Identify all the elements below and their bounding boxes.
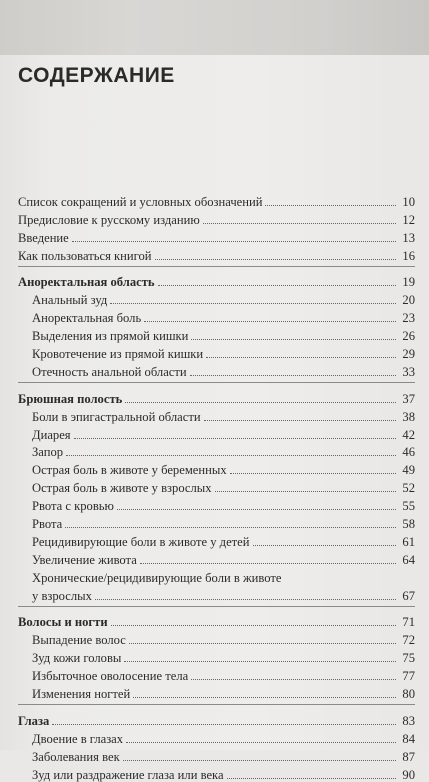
dot-leader — [158, 285, 396, 286]
toc-entry-page: 58 — [402, 517, 415, 532]
toc-entry-label: Кровотечение из прямой кишки — [32, 347, 204, 362]
toc-entry — [18, 728, 415, 746]
toc-entry-page: 72 — [402, 633, 415, 648]
toc-entry — [18, 191, 415, 209]
toc-entry-page: 12 — [402, 212, 415, 227]
toc-entry-page: 42 — [402, 427, 415, 442]
toc-entry-label: Как пользоваться книгой — [18, 248, 152, 263]
toc-section-page: 71 — [402, 615, 415, 630]
dot-leader — [191, 679, 396, 680]
toc-entry-page: 26 — [402, 329, 415, 344]
dot-leader — [124, 661, 396, 662]
toc-entry-label: Боли в эпигастральной области — [32, 409, 201, 424]
dot-leader — [140, 563, 396, 564]
toc-entry-label-cont: у взрослых — [32, 588, 92, 603]
toc-entry-label: Список сокращений и условных обозначений — [18, 194, 263, 209]
toc-section-page: 19 — [402, 275, 415, 290]
toc-entry-label: Двоение в глазах — [32, 731, 124, 746]
toc-entry-label: Аноректальная боль — [32, 311, 142, 326]
toc-entry-page: 64 — [402, 552, 415, 567]
dot-leader — [203, 223, 396, 224]
toc-entry-page: 49 — [402, 463, 415, 478]
toc-entry-page: 13 — [402, 230, 415, 245]
toc-section-title: Аноректальная область — [18, 275, 155, 290]
dot-leader — [110, 303, 396, 304]
toc-entry-label: Отечность анальной области — [32, 364, 187, 379]
toc-entry — [18, 531, 415, 549]
toc-entry-page: 84 — [402, 731, 415, 746]
toc-entry-label: Заболевания век — [32, 749, 120, 764]
dot-leader — [144, 321, 396, 322]
toc-entry-page: 55 — [402, 499, 415, 514]
toc-entry-label: Избыточное оволосение тела — [32, 669, 189, 684]
toc-entry-label: Предисловие к русскому изданию — [18, 212, 200, 227]
toc-entry-label: Введение — [18, 230, 69, 245]
toc-entry-page: 67 — [402, 588, 415, 603]
dot-leader — [265, 205, 396, 206]
toc-entry-page: 16 — [402, 248, 415, 263]
toc-section-heading — [18, 710, 415, 728]
dot-leader — [111, 625, 396, 626]
dot-leader — [74, 438, 396, 439]
toc-entry — [18, 665, 415, 683]
toc-entry-page: 10 — [402, 194, 415, 209]
dot-leader — [123, 760, 396, 761]
dot-leader — [66, 455, 396, 456]
dot-leader — [253, 545, 396, 546]
toc-entry-page: 38 — [402, 409, 415, 424]
toc-section-title: Глаза — [18, 713, 50, 728]
toc-entry-label: Рвота с кровью — [32, 499, 114, 514]
toc-entry — [18, 477, 415, 495]
page-title: СОДЕРЖАНИЕ — [18, 64, 175, 87]
toc-entry — [18, 289, 415, 307]
dot-leader — [206, 357, 396, 358]
dot-leader — [95, 599, 396, 600]
toc-entry — [18, 629, 415, 647]
toc-entry-page: 23 — [402, 311, 415, 326]
dot-leader — [204, 420, 396, 421]
toc-entry — [18, 343, 415, 361]
toc-entry — [18, 513, 415, 531]
toc-entry-page: 33 — [402, 364, 415, 379]
toc-entry — [18, 495, 415, 513]
toc-section-page: 37 — [402, 391, 415, 406]
toc-entry-label: Зуд кожи головы — [32, 651, 122, 666]
toc-entry-page: 87 — [402, 749, 415, 764]
toc-entry — [18, 683, 415, 701]
toc-entry-page: 90 — [402, 767, 415, 782]
dot-leader — [72, 241, 396, 242]
toc-entry-continuation — [18, 585, 415, 603]
toc-entry-label: Диарея — [32, 427, 71, 442]
toc-entry — [18, 442, 415, 460]
toc-entry — [18, 209, 415, 227]
toc-entry-page: 46 — [402, 445, 415, 460]
toc-entry-label: Рецидивирующие боли в животе у детей — [32, 534, 250, 549]
toc-entry — [18, 245, 415, 263]
toc-entry-page: 75 — [402, 651, 415, 666]
toc-entry — [18, 361, 415, 379]
toc-section-title: Брюшная полость — [18, 391, 123, 406]
section-divider — [18, 382, 415, 383]
dot-leader — [52, 724, 396, 725]
dot-leader — [125, 402, 396, 403]
toc-entry-multiline — [18, 567, 415, 603]
toc-entry-label: Выделения из прямой кишки — [32, 329, 189, 344]
toc-entry — [18, 647, 415, 665]
section-divider — [18, 266, 415, 267]
toc-entry-label: Выпадение волос — [32, 633, 126, 648]
toc-entry-label: Запор — [32, 445, 64, 460]
toc-entry-label: Анальный зуд — [32, 293, 108, 308]
toc-entry-label: Острая боль в животе у беременных — [32, 463, 227, 478]
toc-entry-label: Острая боль в животе у взрослых — [32, 481, 212, 496]
dot-leader — [129, 643, 396, 644]
section-divider — [18, 704, 415, 705]
toc-entry-label: Изменения ногтей — [32, 687, 131, 702]
section-divider — [18, 606, 415, 607]
dot-leader — [230, 473, 396, 474]
toc-entry-label: Зуд или раздражение глаза или века — [32, 767, 224, 782]
toc-entry — [18, 406, 415, 424]
dot-leader — [190, 375, 396, 376]
toc-entry — [18, 325, 415, 343]
toc-entry — [18, 746, 415, 764]
toc-entry — [18, 307, 415, 325]
table-of-contents — [18, 191, 415, 782]
toc-entry — [18, 227, 415, 245]
dot-leader — [215, 491, 396, 492]
toc-entry-page: 52 — [402, 481, 415, 496]
top-shadow-band — [0, 0, 429, 55]
toc-entry-page: 61 — [402, 534, 415, 549]
toc-entry-label: Хронические/рецидивирующие боли в животе — [32, 570, 282, 585]
toc-entry-page: 80 — [402, 687, 415, 702]
toc-entry — [18, 549, 415, 567]
dot-leader — [133, 697, 396, 698]
dot-leader — [65, 527, 396, 528]
toc-entry — [18, 424, 415, 442]
toc-section-heading — [18, 612, 415, 630]
dot-leader — [126, 742, 396, 743]
toc-section-heading — [18, 272, 415, 290]
toc-section-heading — [18, 388, 415, 406]
toc-entry — [18, 764, 415, 782]
toc-entry — [18, 459, 415, 477]
dot-leader — [155, 259, 397, 260]
toc-entry-page: 20 — [402, 293, 415, 308]
dot-leader — [227, 778, 396, 779]
toc-section-page: 83 — [402, 713, 415, 728]
toc-entry-label: Увеличение живота — [32, 552, 137, 567]
toc-entry-page: 29 — [402, 347, 415, 362]
toc-entry-page: 77 — [402, 669, 415, 684]
toc-section-title: Волосы и ногти — [18, 615, 108, 630]
dot-leader — [191, 339, 396, 340]
dot-leader — [117, 509, 396, 510]
toc-entry-label: Рвота — [32, 517, 63, 532]
